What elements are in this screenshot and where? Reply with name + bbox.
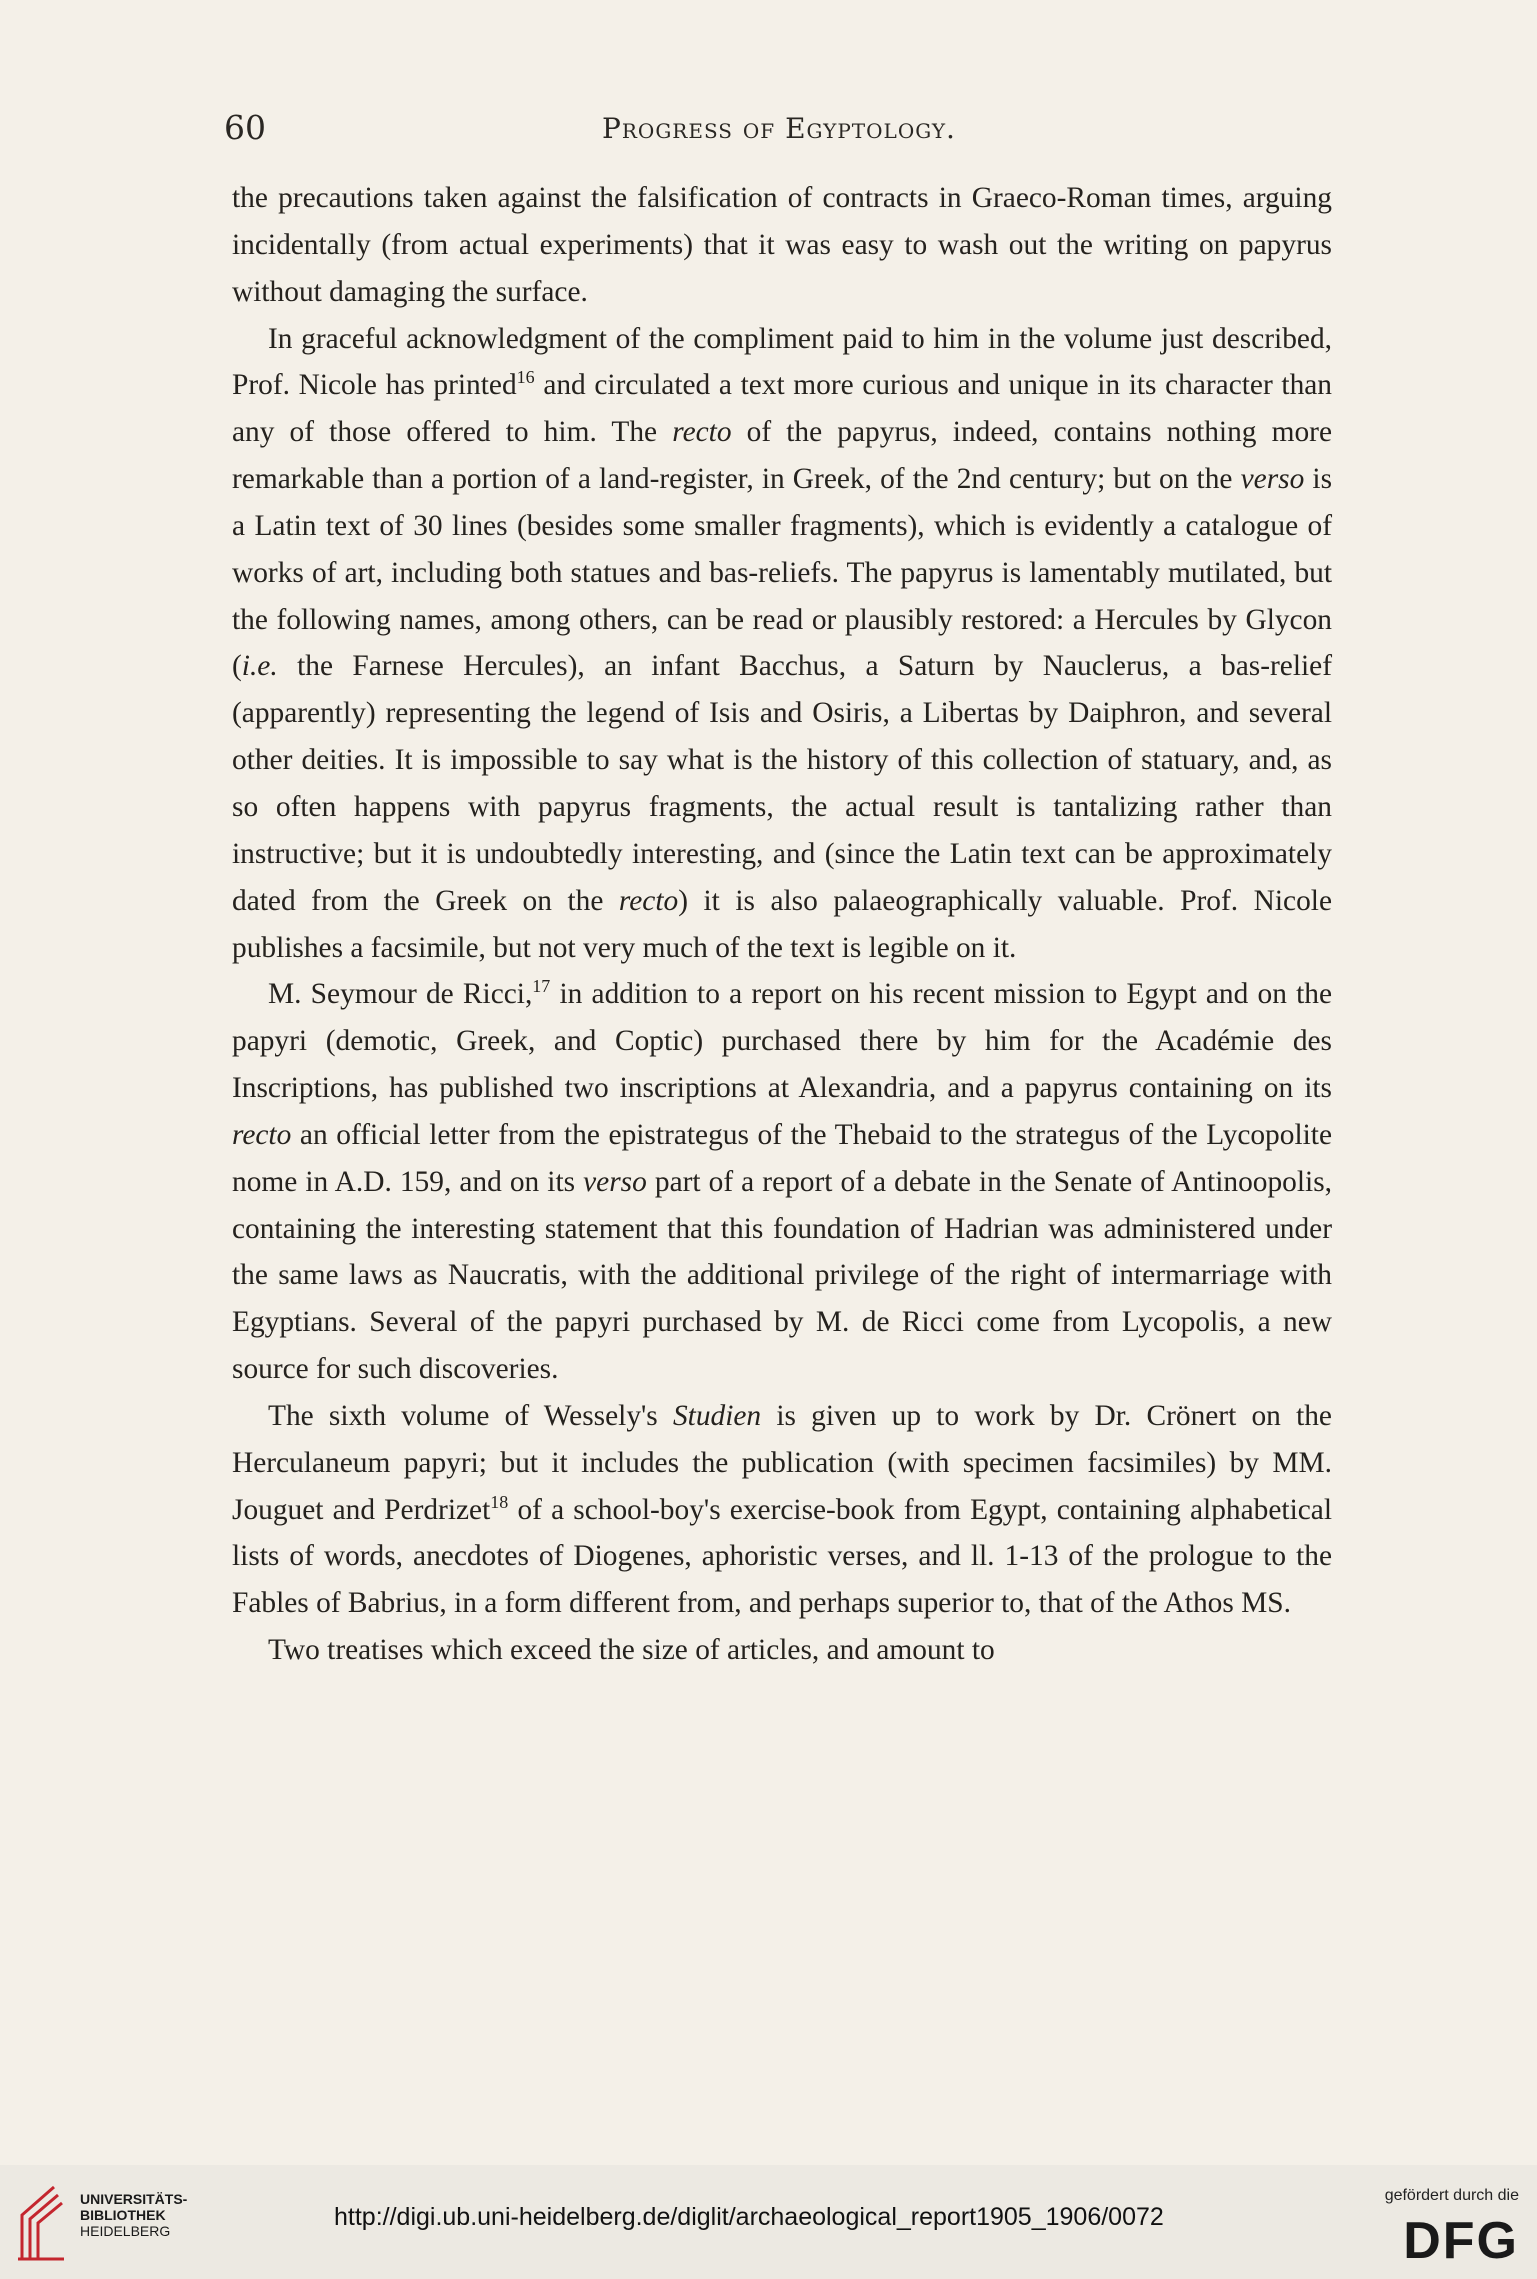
dfg-logo: DFG: [1403, 2212, 1519, 2270]
library-logo-icon: [14, 2181, 68, 2261]
library-name: UNIVERSITÄTS- BIBLIOTHEK HEIDELBERG: [80, 2191, 188, 2239]
permalink-url[interactable]: http://digi.ub.uni-heidelberg.de/diglit/archaeological_report1905_1906/0072: [334, 2203, 1164, 2231]
body-text: [232, 175, 1332, 1674]
paragraph-4: The sixth volume of Wessely's Studien is given up to work by Dr. Crönert on the Herculaneum papyri; but it includes the publication (with specimen facsimiles) by MM. Jouguet and Perdrizet$^{18}$ of a school-boy's exercise-book from Egypt, containing alphabetical lists of words, anecdotes of Diogenes, aphoristic verses, and ll. 1-13 of the prologue to the Fables of Babrius, in a form different from, and perhaps superior to, that of the Athos MS.: [232, 1399, 1332, 1620]
page-number: 60: [224, 108, 266, 147]
page-header: [224, 108, 1334, 158]
paragraph-3: M. Seymour de Ricci,$^{17}$ in addition to a report on his recent mission to Egypt and on the papyri (demotic, Greek, and Coptic) purchased there by him for the Académie des Inscriptions, has published two inscriptions at Alexandria, and a papyrus containing on its recto an official letter from the epistrategus of the Thebaid to the strategus of the Lycopolite nome in A.D. 159, and on its verso part of a report of a debate in the Senate of Antinoopolis, containing the interesting statement that this foundation of Hadrian was administered under the same laws as Naucratis, with the additional privilege of the right of intermarriage with Egyptians. Several of the papyri purchased by M. de Ricci come from Lycopolis, a new source for such discoveries.: [232, 976, 1332, 1386]
footnote-ref-18[interactable]: 18: [490, 1491, 509, 1512]
running-title: Progress of Egyptology.: [602, 112, 956, 145]
paragraph-1: the precautions taken against the falsification of contracts in Graeco-Roman times, arguing incidentally (from actual experiments) that it was easy to wash out the writing on papyrus without damaging the surface.: [232, 182, 1332, 308]
footer-bar: [0, 2165, 1537, 2279]
footnote-ref-16[interactable]: 16: [516, 367, 535, 388]
paragraph-2: In graceful acknowledgment of the compliment paid to him in the volume just described, Prof. Nicole has printed$^{16}$ and circulated a text more curious and unique in its character than any of those offered to him. The recto of the papyrus, indeed, contains nothing more remarkable than a portion of a land-register, in Greek, of the 2nd century; but on the verso is a Latin text of 30 lines (besides some smaller fragments), which is evidently a catalogue of works of art, including both statues and bas-reliefs. The papyrus is lamentably mutilated, but the following names, among others, can be read or plausibly restored: a Hercules by Glycon (i.e. the Farnese Hercules), an infant Bacchus, a Saturn by Nauclerus, a bas-relief (apparently) representing the legend of Isis and Osiris, a Libertas by Daiphron, and several other deities. It is impossible to say what is the history of this collection of statuary, and, as so often happens with papyrus fragments, the actual result is tantalizing rather than instructive; but it is undoubtedly interesting, and (since the Latin text can be approximately dated from the Greek on the recto) it is also palaeographically valuable. Prof. Nicole publishes a facsimile, but not very much of the text is legible on it.: [232, 322, 1333, 964]
funded-by-label: gefördert durch die: [1384, 2187, 1519, 2204]
footnote-ref-17[interactable]: 17: [532, 976, 551, 997]
paragraph-5: Two treatises which exceed the size of articles, and amount to: [268, 1634, 995, 1667]
